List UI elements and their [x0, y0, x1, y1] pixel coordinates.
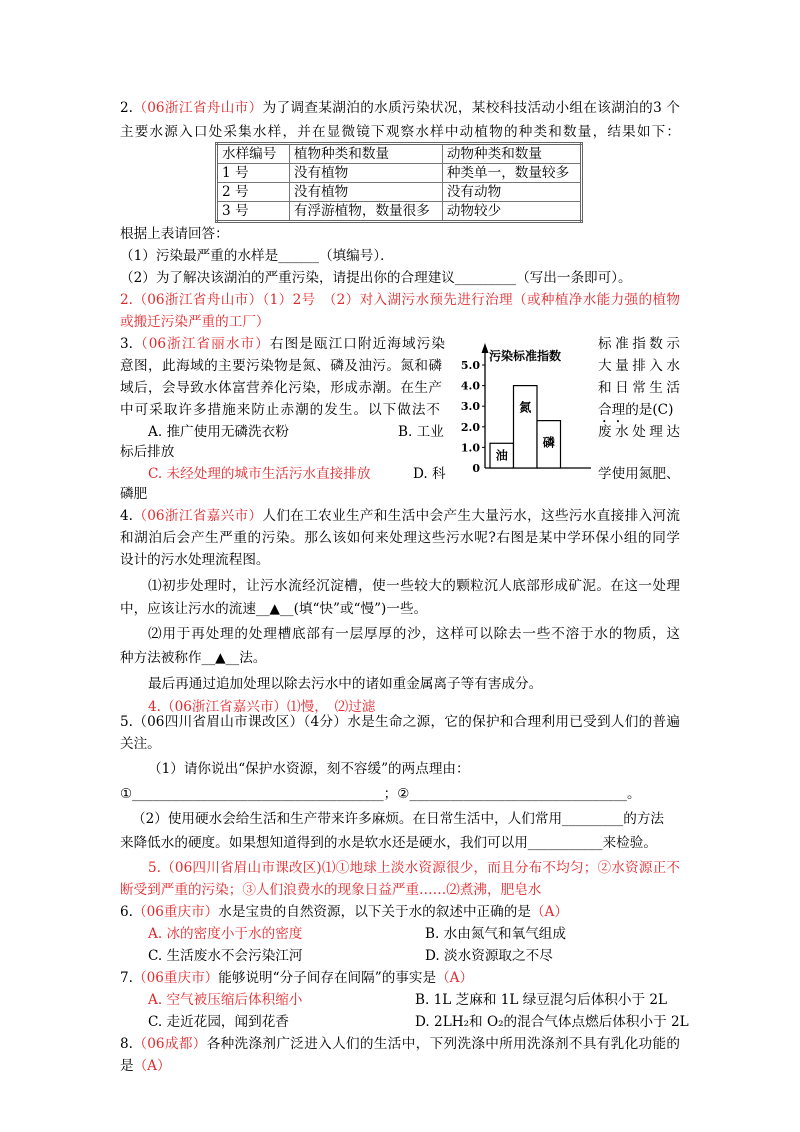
y-tick-label: 5.0 — [460, 359, 480, 372]
table-cell: 没有动物 — [442, 183, 581, 202]
q8-answer: （A） — [133, 1058, 171, 1074]
q4-final-note: 最后再通过追加处理以除去污水中的诸如重金属离子等有害成分。 — [148, 676, 543, 692]
q5-answer-blanks: ①_____________________________________；②________________________________。 — [120, 786, 641, 802]
q4-part-2-line-1: ⑵用于再处理的处理槽底部有一层厚厚的沙，这样可以除去一些不溶于水的物质，这 — [148, 626, 680, 642]
table-header-cell: 水样编号 — [217, 144, 290, 164]
q2-prompt: 根据上表请回答： — [120, 226, 229, 242]
q3-option-a: A. 推广使用无磷洗衣粉 — [148, 424, 289, 440]
q4-source: （06浙江省嘉兴市） — [132, 508, 263, 524]
y-tick-label: 3.0 — [460, 400, 480, 414]
water-sample-table — [215, 142, 583, 223]
q5-source: （06四川省眉山市课改区） — [132, 714, 304, 730]
q3-stem-line-4: 中可采取许多措施来防止赤潮的发生。以下做法不 — [120, 402, 440, 418]
q6-source: （06重庆市） — [132, 904, 219, 920]
q7-stem-text: 能够说明“分子间存在间隔”的事实是 — [218, 970, 437, 986]
q4-stem-text-1: 人们在工农业生产和生活中会产生大量污水，这些污水直接排入河流 — [262, 508, 680, 524]
table-cell: 3 号 — [217, 202, 290, 222]
q7-option-c: C. 走近花园，闻到花香 — [148, 1014, 289, 1030]
q3-option-b-part-1: B. 工业 — [398, 424, 444, 440]
q4-part-2-line-2: 种方法被称作__▲__法。 — [120, 650, 267, 666]
q4-stem-line-3: 设计的污水处理流程图。 — [120, 552, 270, 568]
table-cell: 没有植物 — [289, 164, 442, 183]
q4-part-1-line-1: ⑴初步处理时，让污水流经沉淀槽，使一些较大的颗粒沉人底部形成矿泥。在这一处理 — [148, 578, 680, 594]
q7-answer: （A） — [436, 970, 474, 986]
q5-stem-text-1: 水是生命之源，它的保护和合理利用已受到人们的普遍 — [347, 714, 680, 730]
q3-number: 3. — [120, 336, 133, 352]
table-header-row — [217, 144, 582, 164]
q2-number: 2. — [120, 100, 133, 116]
q5-number: 5. — [120, 714, 133, 730]
table-cell: 2 号 — [217, 183, 290, 202]
table-cell: 有浮游植物，数量很多 — [289, 202, 442, 222]
table-header-cell: 动物种类和数量 — [442, 144, 581, 164]
q6-answer: （A） — [530, 904, 568, 920]
q3-stem-line-1 — [120, 334, 445, 354]
q2-stem-line-1 — [120, 98, 680, 118]
q7-stem — [120, 968, 473, 988]
table-header-cell: 植物种类和数量 — [289, 144, 442, 164]
q7-number: 7. — [120, 970, 133, 986]
q4-answer: 4.（06浙江省嘉兴市）⑴慢， ⑵过滤 — [148, 699, 376, 715]
q2-answer-line-2: 或搬迁污染严重的工厂） — [120, 314, 270, 330]
bar-label-2: 氮 — [519, 400, 532, 415]
q3-option-b-part-2: 废水处理达 — [598, 424, 680, 440]
q3-option-b-part-3: 标后排放 — [120, 444, 175, 460]
q7-option-a: A. 空气被压缩后体积缩小 — [148, 992, 303, 1008]
q5-sub-question-2-line-2: 来降低水的硬度。如果想知道得到的水是软水还是硬水，我们可以用___________来检验。 — [120, 835, 657, 851]
q3-option-c: C. 未经处理的城市生活污水直接排放 — [148, 466, 371, 482]
q3-right-line-2: 大量排入水 — [598, 358, 680, 374]
y-tick-label: 2.0 — [460, 420, 480, 434]
q8-stem-text-1: 各种洗涤剂广泛进入人们的生活中，下列洗涤中所用洗涤剂不具有乳化功能的 — [206, 1036, 680, 1052]
q8-stem-text-2: 是 — [120, 1058, 134, 1074]
y-ticks — [461, 359, 485, 474]
pollution-index-chart — [455, 338, 595, 474]
q8-source: （06成都） — [132, 1036, 207, 1052]
q7-source: （06重庆市） — [132, 970, 219, 986]
q4-stem-line-2: 和湖泊后会产生严重的污染。那么该如何来处理这些污水呢?右图是某中学环保小组的同学 — [120, 530, 680, 546]
q4-part-1-line-2: 中，应该让污水的流速__▲__(填“快”或“慢”)一些。 — [120, 601, 428, 617]
q3-option-d-part-1: D. 科 — [413, 466, 446, 482]
q3-stem-line-3: 域后，会导致水体富营养化污染，形成赤潮。在生产 — [120, 380, 442, 396]
q2-sub-question-1: （1）污染最严重的水样是______（填编号）． — [120, 248, 394, 264]
q2-stem-line-2: 主要水源入口处采集水样，并在显微镜下观察水样中动植物的种类和数量，结果如下： — [120, 124, 680, 140]
bar-label-1: 油 — [495, 448, 508, 463]
q5-answer-line-2: 断受到严重的污染；③人们浪费水的现象日益严重……⑵煮沸，肥皂水 — [120, 882, 542, 898]
bars — [490, 386, 561, 468]
q3-option-d-part-2: 学使用氮肥、 — [598, 466, 680, 482]
q4-stem-line-1 — [120, 506, 680, 526]
chart-title: 污染标准指数 — [489, 349, 562, 363]
q8-stem-line-2 — [120, 1056, 171, 1076]
q2-stem-text-1: 为了调查某湖泊的水质污染状况，某校科技活动小组在该湖泊的3 个 — [262, 100, 680, 116]
q3-option-d-part-3: 磷肥 — [120, 486, 148, 502]
y-tick-label: 0 — [472, 462, 480, 474]
q6-stem-text: 水是宝贵的自然资源，以下关于水的叙述中正确的是 — [218, 904, 531, 920]
q7-option-d: D. 2LH₂和 O₂的混合气体点燃后体积小于 2L — [415, 1014, 689, 1030]
q5-stem-line-1 — [120, 712, 680, 732]
q3-emphasis-text: 合理 — [598, 402, 626, 418]
q6-option-c: C. 生活废水不会污染江河 — [148, 948, 303, 964]
table-row — [217, 202, 582, 222]
bar-2 — [514, 386, 538, 468]
q8-number: 8. — [120, 1036, 133, 1052]
table-row — [217, 183, 582, 202]
table-cell: 种类单一，数量较多 — [442, 164, 581, 183]
q5-answer-line-1: 5.（06四川省眉山市课改区)⑴①地球上淡水资源很少，而且分布不均匀；②水资源正不 — [148, 860, 680, 876]
q5-sub-question-1: （1）请你说出“保护水资源，刻不容缓”的两点理由： — [148, 761, 470, 777]
q5-stem-line-2: 关注。 — [120, 736, 161, 752]
table-row — [217, 164, 582, 183]
q8-stem-line-1 — [120, 1034, 680, 1054]
table-cell: 动物较少 — [442, 202, 581, 222]
q6-number: 6. — [120, 904, 133, 920]
table-cell: 没有植物 — [289, 183, 442, 202]
q7-option-b: B. 1L 芝麻和 1L 绿豆混匀后体积小于 2L — [415, 992, 668, 1008]
q3-right-line-1: 标准指数示 — [598, 336, 680, 352]
bar-label-3: 磷 — [542, 435, 555, 450]
q3-stem-line-2: 意图，此海域的主要污染物是氮、磷及油污。氮和磷 — [120, 358, 442, 374]
q2-source: （06浙江省舟山市） — [132, 100, 263, 116]
y-axis-arrow — [482, 343, 489, 353]
q2-sub-question-2: （2）为了解决该湖泊的严重污染，请提出你的合理建议_________（写出一条即可）。 — [120, 270, 632, 286]
q6-option-d: D. 淡水资源取之不尽 — [425, 948, 553, 964]
table-cell: 1 号 — [217, 164, 290, 183]
q6-option-b: B. 水由氮气和氧气组成 — [425, 926, 566, 942]
q3-right-line-3: 和日常生活 — [598, 380, 680, 396]
q3-stem-text-1: 右图是瓯江口附近海域污染 — [269, 336, 445, 352]
q4-number: 4. — [120, 508, 133, 524]
q5-points: （4分） — [303, 714, 348, 730]
q3-source: （06浙江省丽水市） — [132, 336, 270, 352]
q3-answer-text: 的是(C) — [625, 402, 674, 418]
q3-right-line-4 — [598, 400, 673, 420]
y-tick-label: 1.0 — [460, 441, 480, 455]
q2-answer-line-1: 2.（06浙江省舟山市）（1）2号 （2）对入湖污水预先进行治理（或种植净水能力强的植物 — [120, 292, 680, 308]
y-tick-label: 4.0 — [460, 379, 480, 393]
q6-option-a: A. 冰的密度小于水的密度 — [148, 926, 303, 942]
q6-stem — [120, 902, 568, 922]
q5-sub-question-2-line-1: （2）使用硬水会给生活和生产带来许多麻烦。在日常生活中，人们常用_________的方法 — [132, 811, 665, 827]
